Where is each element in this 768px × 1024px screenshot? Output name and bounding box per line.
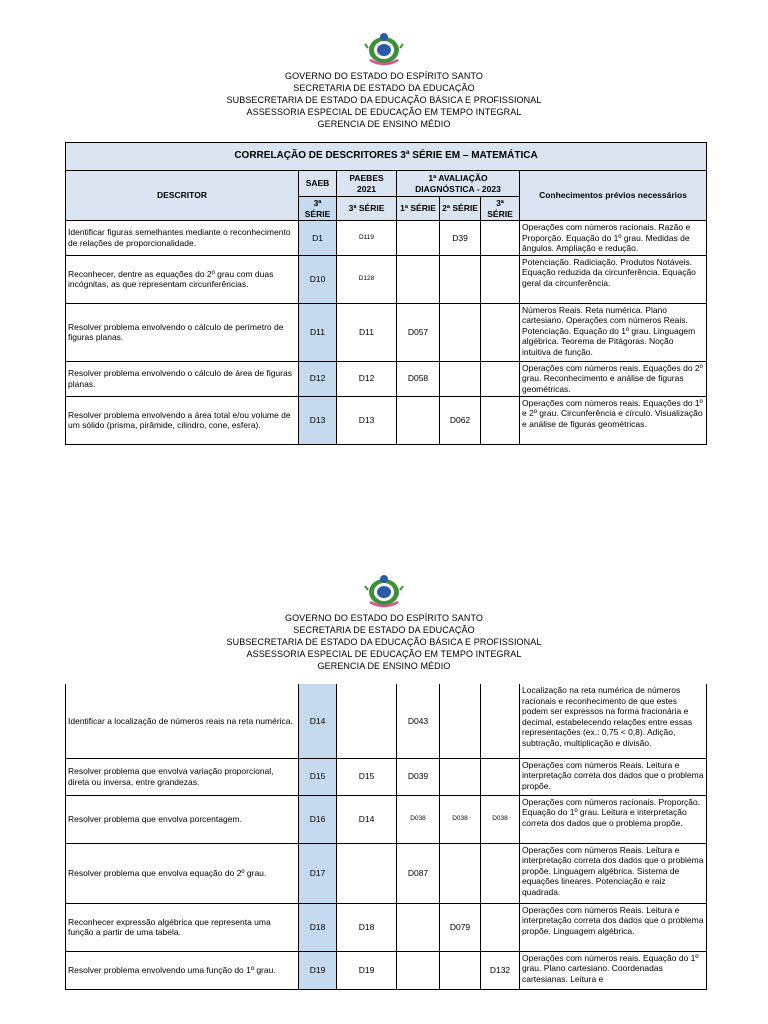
table-row (66, 951, 707, 989)
row-paebes (337, 684, 397, 758)
row-serie2 (440, 361, 481, 396)
row-serie1: D039 (397, 758, 440, 795)
table-row (66, 795, 707, 843)
table-row (66, 396, 707, 444)
header-line-advisory: ASSESSORIA ESPECIAL DE EDUCAÇÃO EM TEMPO INTEGRAL (246, 107, 522, 117)
row-saeb: D12 (299, 361, 337, 396)
row-saeb: D16 (299, 795, 337, 843)
row-serie2: D062 (440, 396, 481, 444)
coat-of-arms-icon (364, 30, 404, 68)
row-serie2 (440, 758, 481, 795)
row-serie3: D132 (481, 951, 520, 989)
row-descritor: Resolver problema envolvendo uma função do 1º grau. (66, 951, 299, 989)
header-line-management: GERENCIA DE ENSINO MÉDIO (317, 119, 451, 129)
row-saeb: D18 (299, 903, 337, 951)
row-paebes: D15 (337, 758, 397, 795)
descriptor-table-page2 (65, 684, 707, 990)
row-paebes: D119 (337, 221, 397, 256)
subheader-saeb-serie: 3ª SÉRIE (299, 197, 337, 221)
row-conhecimentos: Operações com números racionais. Razão e Proporção. Equação do 1º grau. Medidas de ângulos. Ampliação e redução. (520, 221, 707, 256)
row-saeb: D10 (299, 255, 337, 303)
col-header-descritor: DESCRITOR (66, 171, 299, 221)
row-serie2 (440, 843, 481, 903)
row-paebes: D18 (337, 903, 397, 951)
row-paebes: D12 (337, 361, 397, 396)
subheader-1-serie: 1ª SÉRIE (397, 197, 440, 221)
header-line-subsecretariat: SUBSECRETARIA DE ESTADO DA EDUCAÇÃO BÁSICA E PROFISSIONAL (226, 95, 542, 105)
row-descritor: Resolver problema envolvendo o cálculo de perímetro de figuras planas. (66, 303, 299, 361)
row-conhecimentos: Operações com números reais. Equações do 1º e 2º grau. Circunferência e círculo. Visualização e análise de figuras geométricas. (520, 396, 707, 444)
table-row (66, 758, 707, 795)
row-serie1: D087 (397, 843, 440, 903)
header-line-secretariat: SECRETARIA DE ESTADO DA EDUCAÇÃO (293, 83, 475, 93)
row-descritor: Resolver problema que envolva variação proporcional, direta ou inversa, entre grandezas. (66, 758, 299, 795)
subheader-paebes-serie: 3ª SÉRIE (337, 197, 397, 221)
row-conhecimentos: Operações com números Reais. Leitura e interpretação correta dos dados que o problema propõe. Linguagem algébrica. (520, 903, 707, 951)
col-header-paebes: PAEBES 2021 (337, 171, 397, 197)
col-header-conhecimentos: Conhecimentos prévios necessários (520, 171, 707, 221)
row-serie2 (440, 684, 481, 758)
row-serie3 (481, 843, 520, 903)
row-descritor: Resolver problema envolvendo a área total e/ou volume de um sólido (prisma, pirâmide, cilindro, cone, esfera). (66, 396, 299, 444)
row-serie3 (481, 361, 520, 396)
row-serie1: D043 (397, 684, 440, 758)
row-paebes: D11 (337, 303, 397, 361)
row-serie2: D079 (440, 903, 481, 951)
row-serie3: D038 (481, 795, 520, 843)
row-saeb: D17 (299, 843, 337, 903)
row-serie1 (397, 903, 440, 951)
row-serie1 (397, 951, 440, 989)
col-header-avaliacao: 1ª AVALIAÇÃO DIAGNÓSTICA - 2023 (397, 171, 520, 197)
row-conhecimentos: Potenciação. Radiciação. Produtos Notáveis. Equação reduzida da circunferência. Equação geral da circunferência. (520, 255, 707, 303)
row-serie2 (440, 303, 481, 361)
page-header-1 (0, 30, 768, 130)
header-line-government: GOVERNO DO ESTADO DO ESPÍRITO SANTO (284, 613, 484, 623)
table-row (66, 361, 707, 396)
row-serie3 (481, 255, 520, 303)
row-saeb: D19 (299, 951, 337, 989)
row-saeb: D11 (299, 303, 337, 361)
row-descritor: Resolver problema que envolva equação do 2º grau. (66, 843, 299, 903)
row-serie3 (481, 758, 520, 795)
header-line-government: GOVERNO DO ESTADO DO ESPÍRITO SANTO (284, 71, 484, 81)
row-conhecimentos: Operações com números reais. Equação do 1º grau. Plano cartesiano. Coordenadas cartesianas. Leitura e (520, 951, 707, 989)
row-paebes (337, 843, 397, 903)
table-row (66, 843, 707, 903)
row-serie2: D39 (440, 221, 481, 256)
descriptor-table-page1 (65, 142, 707, 445)
row-conhecimentos: Operações com números reais. Equações do 2º grau. Reconhecimento e análise de figuras geométricas. (520, 361, 707, 396)
header-line-subsecretariat: SUBSECRETARIA DE ESTADO DA EDUCAÇÃO BÁSICA E PROFISSIONAL (226, 637, 542, 647)
row-serie1: D058 (397, 361, 440, 396)
row-serie1 (397, 255, 440, 303)
row-serie3 (481, 396, 520, 444)
row-serie1: D057 (397, 303, 440, 361)
row-paebes: D13 (337, 396, 397, 444)
row-descritor: Identificar a localização de números reais na reta numérica. (66, 684, 299, 758)
subheader-3-serie: 3ª SÉRIE (481, 197, 520, 221)
row-serie3 (481, 303, 520, 361)
subheader-2-serie: 2ª SÉRIE (440, 197, 481, 221)
row-conhecimentos: Operações com números Reais. Leitura e interpretação correta dos dados que o problema propõe. (520, 758, 707, 795)
row-serie3 (481, 221, 520, 256)
row-serie2 (440, 255, 481, 303)
row-serie1: D038 (397, 795, 440, 843)
row-serie3 (481, 684, 520, 758)
row-serie2: D038 (440, 795, 481, 843)
row-saeb: D1 (299, 221, 337, 256)
table-row (66, 303, 707, 361)
table-title: CORRELAÇÃO DE DESCRITORES 3ª SÉRIE EM – MATEMÁTICA (66, 143, 707, 171)
header-line-management: GERENCIA DE ENSINO MÉDIO (317, 661, 451, 671)
table-row (66, 903, 707, 951)
row-serie3 (481, 903, 520, 951)
header-line-secretariat: SECRETARIA DE ESTADO DA EDUCAÇÃO (293, 625, 475, 635)
row-paebes: D128 (337, 255, 397, 303)
row-paebes: D19 (337, 951, 397, 989)
row-conhecimentos: Localização na reta numérica de números racionais e reconhecimento de que estes podem ser expressos na forma fracionária e decimal, estabelecendo relações entre essas representações (ex.: 0,75 < 0,8). Adição, subtração, multiplicação e divisão. (520, 684, 707, 758)
row-descritor: Identificar figuras semelhantes mediante o reconhecimento de relações de proporcionalidade. (66, 221, 299, 256)
page-header-2 (0, 572, 768, 672)
row-saeb: D13 (299, 396, 337, 444)
row-saeb: D14 (299, 684, 337, 758)
row-descritor: Reconhecer expressão algébrica que representa uma função a partir de uma tabela. (66, 903, 299, 951)
row-saeb: D15 (299, 758, 337, 795)
row-serie1 (397, 396, 440, 444)
row-conhecimentos: Números Reais. Reta numérica. Plano cartesiano. Operações com números Reais. Potenciação. Equação do 1º grau. Linguagem algébrica. Teorema de Pitágoras. Noção intuitiva de função. (520, 303, 707, 361)
table-row (66, 221, 707, 256)
row-conhecimentos: Operações com números racionais. Proporção. Equação do 1º grau. Leitura e interpretação correta dos dados que o problema propõe. (520, 795, 707, 843)
row-descritor: Resolver problema envolvendo o cálculo de área de figuras planas. (66, 361, 299, 396)
row-serie2 (440, 951, 481, 989)
header-line-advisory: ASSESSORIA ESPECIAL DE EDUCAÇÃO EM TEMPO INTEGRAL (246, 649, 522, 659)
col-header-saeb: SAEB (299, 171, 337, 197)
coat-of-arms-icon (364, 572, 404, 610)
row-descritor: Resolver problema que envolva porcentagem. (66, 795, 299, 843)
row-paebes: D14 (337, 795, 397, 843)
row-descritor: Reconhecer, dentre as equações do 2º grau com duas incógnitas, as que representam circunferências. (66, 255, 299, 303)
row-serie1 (397, 221, 440, 256)
table-row (66, 684, 707, 758)
row-conhecimentos: Operações com números Reais. Leitura e interpretação correta dos dados que o problema propõe. Linguagem algébrica. Sistema de equações lineares. Potenciação e raiz quadrada. (520, 843, 707, 903)
table-row (66, 255, 707, 303)
